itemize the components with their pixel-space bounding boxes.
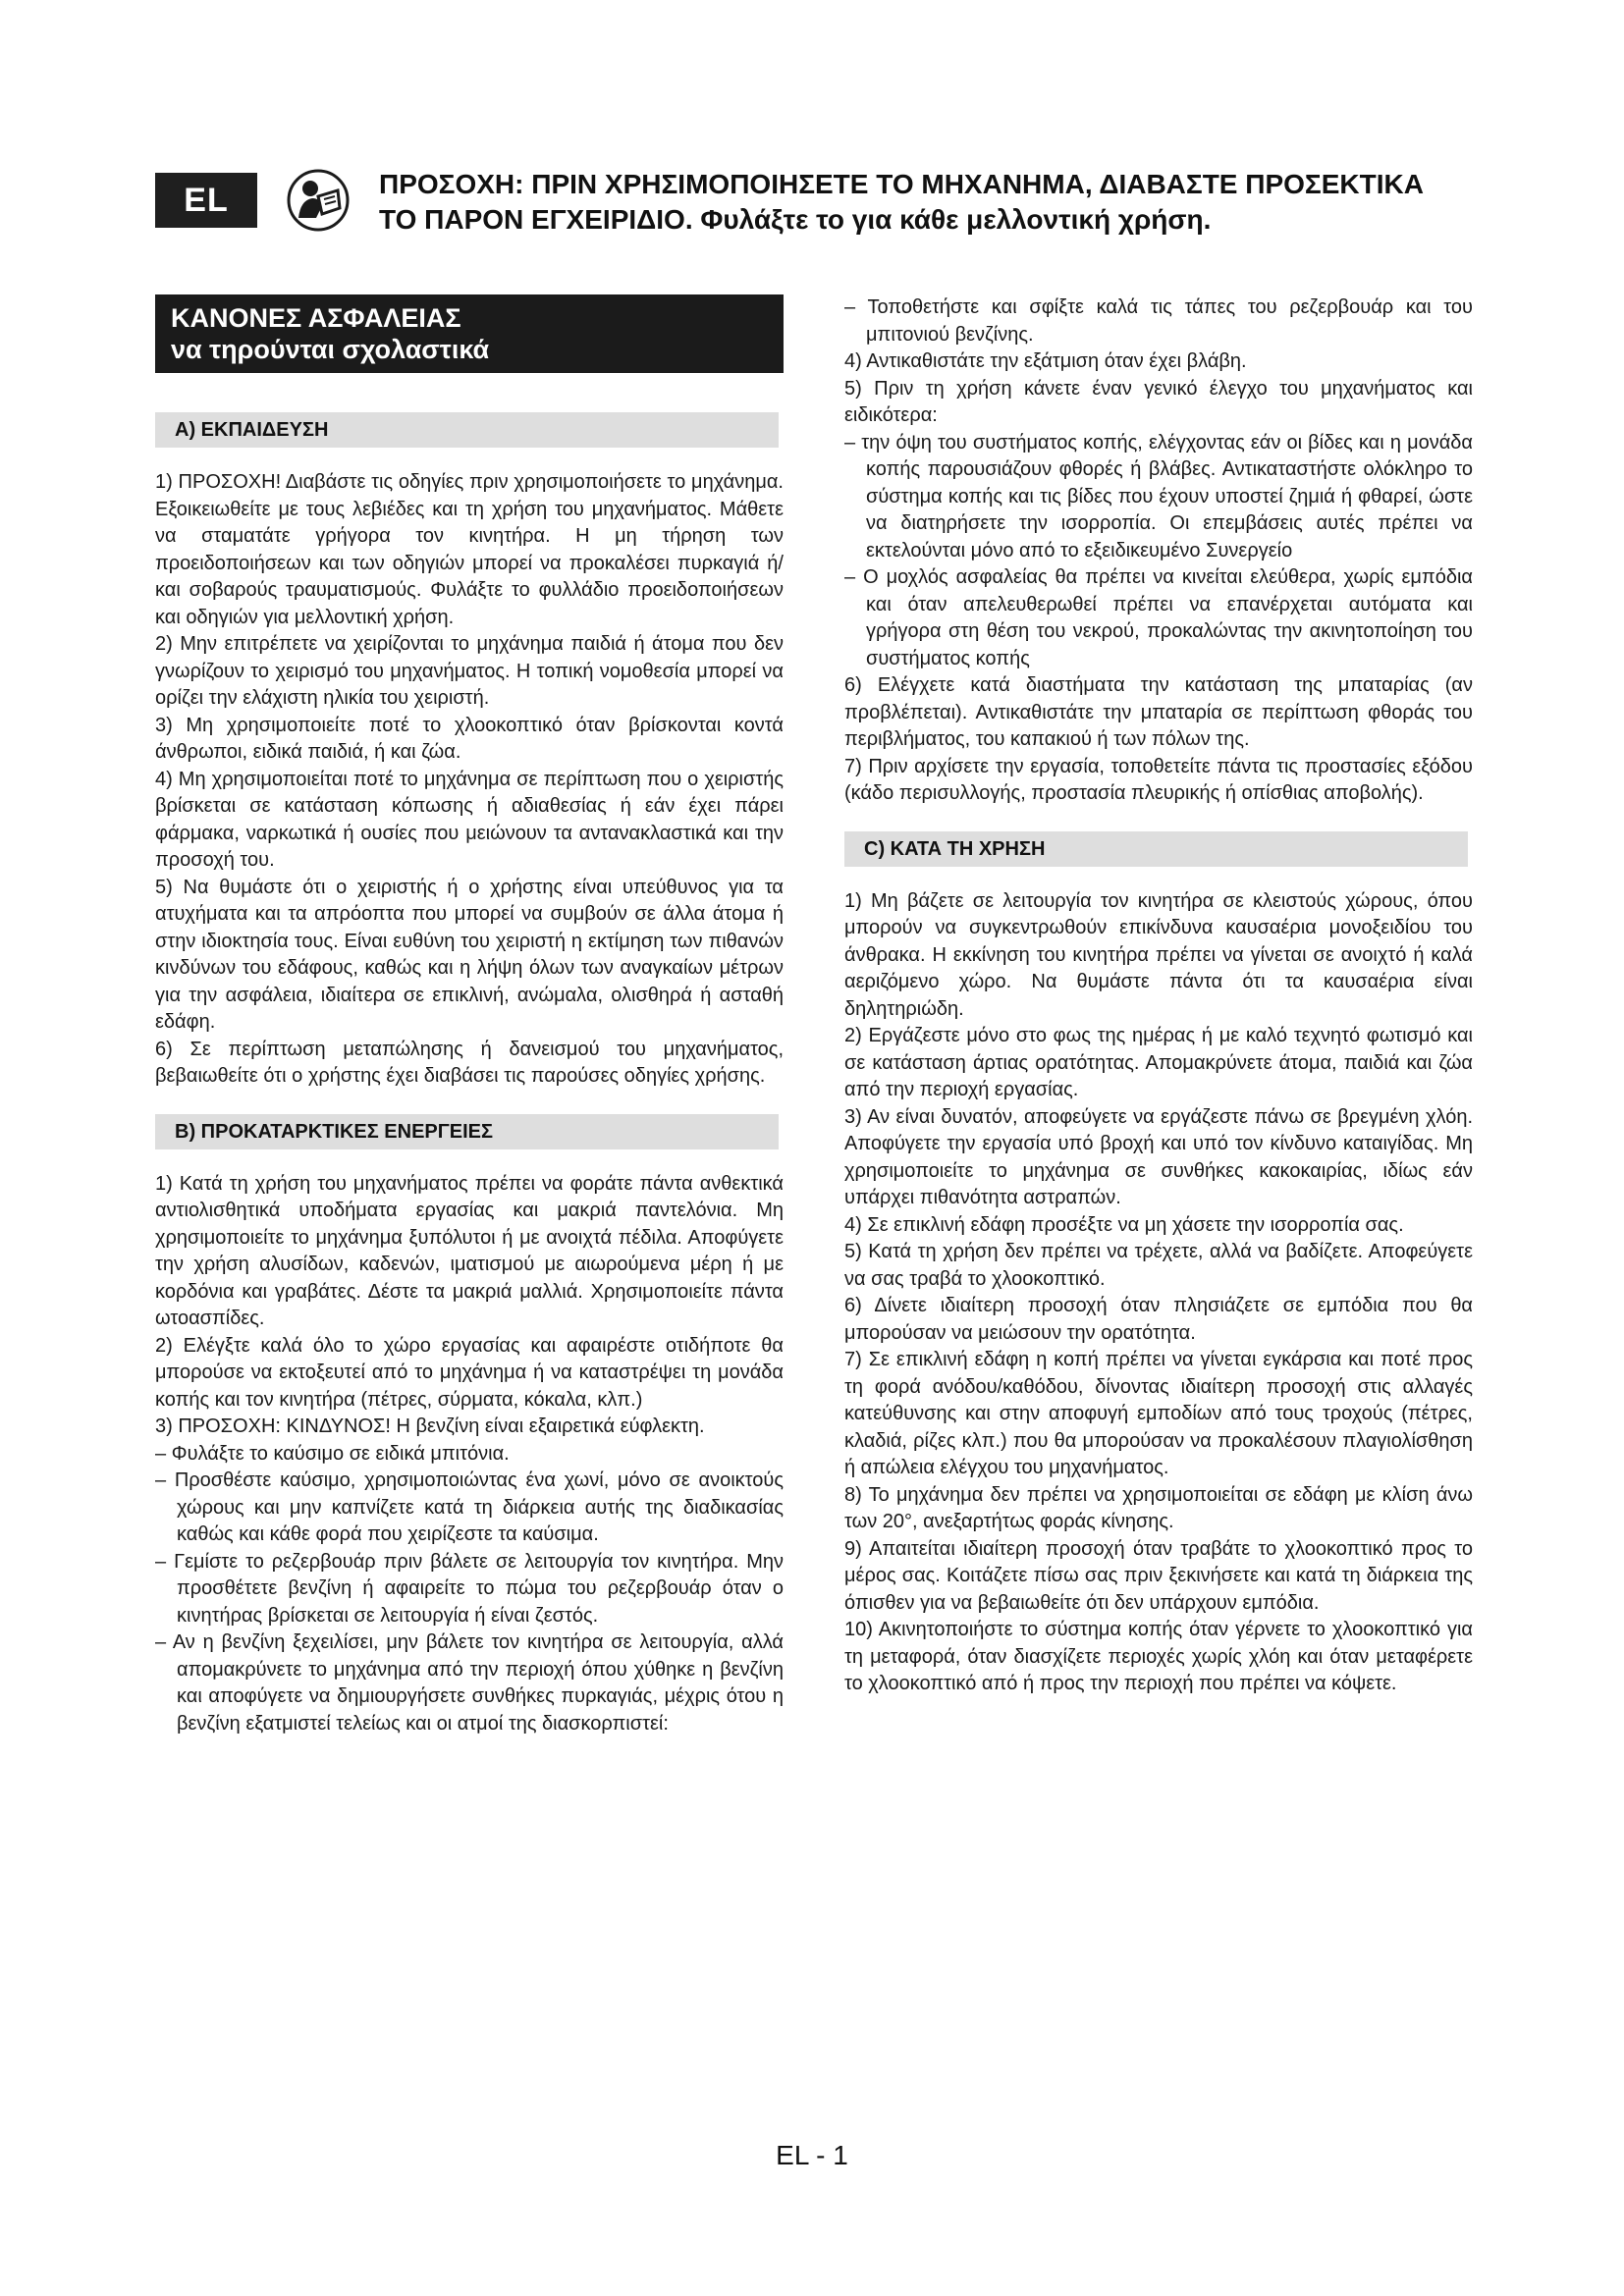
manual-reader-icon [287,169,350,232]
warning-header-line2: ΤΟ ΠΑΡΟΝ ΕΓΧΕΙΡΙΔΙΟ. Φυλάξτε το για κάθε μελλοντική χρήση. [379,204,1212,235]
left-column [155,294,784,1737]
section-c-item-5: 5) Κατά τη χρήση δεν πρέπει να τρέχετε, αλλά να βαδίζετε. Αποφεύγετε να σας τραβά το χλοοκοπτικό. [844,1241,1473,1290]
section-c-item-10: 10) Ακινητοποιήστε το σύστημα κοπής όταν γέρνετε το χλοοκοπτικό για τη μεταφορά, όταν διασχίζετε περιοχές χωρίς χλόη και όταν μεταφέρετε το χλοοκοπτικό από ή προς την περιοχή που πρέπει να κόψετε. [844,1619,1473,1694]
section-c-item-4: 4) Σε επικλινή εδάφη προσέξτε να μη χάσετε την ισορροπία σας. [844,1213,1404,1236]
banner-subtitle: να τηρούνται σχολαστικά [171,335,490,364]
right-column [844,294,1473,1698]
right-bullet-view: – την όψη του συστήματος κοπής, ελέγχοντας εάν οι βίδες και η μονάδα κοπής παρουσιάζουν φθορές ή βλάβες. Αντικαταστήστε ολόκληρο το σύστημα κοπής και τις βίδες που έχουν υποστεί ζημιά ή φθαρεί, ώστε να διατηρήσετε την ισορροπία. Οι επεμβάσεις αυτές πρέπει να εκτελούνται μόνο από το εξειδικευμένο Συνεργείο [844,431,1473,561]
section-c-item-9: 9) Απαιτείται ιδιαίτερη προσοχή όταν τραβάτε το χλοοκοπτικό προς το μέρος σας. Κοιτάζετε πίσω σας πριν ξεκινήσετε και κατά τη διάρκεια της όπισθεν για να βεβαιωθείτε ότι δεν υπάρχουν εμπόδια. [844,1537,1473,1614]
section-b-bullet-1: – Φυλάξτε το καύσιμο σε ειδικά μπιτόνια. [155,1442,510,1465]
section-a-item-5: 5) Να θυμάστε ότι ο χειριστής ή ο χρήστης είναι υπεύθυνος για τα ατυχήματα και τα απρόοπτα που μπορεί να συμβούν σε άλλα άτομα ή στην ιδιοκτησία τους. Είναι ευθύνη του χειριστή η εκτίμηση των πιθανών κινδύνων του εδάφους, καθώς και η λήψη όλων των αναγκαίων μέτρων για την ασφάλεια, ιδιαίτερα σε επικλινή, ανώμαλα, ολισθηρά ή ασταθή εδάφη. [155,876,784,1033]
section-b-title: B) ΠΡΟΚΑΤΑΡΚΤΙΚΕΣ ΕΝΕΡΓΕΙΕΣ [155,1114,779,1149]
section-a-item-3: 3) Μη χρησιμοποιείτε ποτέ το χλοοκοπτικό όταν βρίσκονται κοντά άνθρωποι, ειδικά παιδιά, ή και ζώα. [155,714,784,763]
section-b-item-2: 2) Ελέγξτε καλά όλο το χώρο εργασίας και αφαιρέστε οτιδήποτε θα μπορούσε να εκτοξευτεί από το μηχάνημα ή να καταστρέψει τη μονάδα κοπής και τον κινητήρα (πέτρες, σύρματα, κόκαλα, κλπ.) [155,1334,784,1411]
section-b-bullet-2: – Προσθέστε καύσιμο, χρησιμοποιώντας ένα χωνί, μόνο σε ανοικτούς χώρους και μην καπνίζετε κατά τη διάρκεια αυτής της διαδικασίας καθώς και κάθε φορά που χειρίζεστε τα καύσιμα. [155,1469,784,1545]
section-a-item-6: 6) Σε περίπτωση μεταπώλησης ή δανεισμού του μηχανήματος, βεβαιωθείτε ότι ο χρήστης έχει διαβάσει τις παρούσες οδηγίες χρήσης. [155,1038,784,1087]
section-c-item-6: 6) Δίνετε ιδιαίτερη προσοχή όταν πλησιάζετε σε εμπόδια που θα μπορούσαν να μειώσουν την ορατότητα. [844,1295,1473,1344]
section-c-item-2: 2) Εργάζεστε μόνο στο φως της ημέρας ή με καλό τεχνητό φωτισμό και σε κατάσταση άρτιας ορατότητας. Απομακρύνετε άτομα, παιδιά και ζώα από την περιοχή εργασίας. [844,1025,1473,1100]
right-item-5: 5) Πριν τη χρήση κάνετε έναν γενικό έλεγχο του μηχανήματος και ειδικότερα: [844,377,1473,426]
section-c-item-1: 1) Μη βάζετε σε λειτουργία τον κινητήρα σε κλειστούς χώρους, όπου μπορούν να συγκεντρωθούν επικίνδυνα καυσαέρια μονοξειδίου του άνθρακα. Η εκκίνηση του κινητήρα πρέπει να γίνεται σε ανοιχτό ή καλά αεριζόμενο χώρο. Να θυμάστε πάντα ότι τα καυσαέρια είναι δηλητηριώδη. [844,889,1473,1020]
right-item-7: 7) Πριν αρχίσετε την εργασία, τοποθετείτε πάντα τις προστασίες εξόδου (κάδο περισυλλογής, προστασία πλευρικής ή οπίσθιας αποβολής). [844,755,1473,804]
page-number: EL - 1 [776,2140,848,2170]
section-c-item-8: 8) Το μηχάνημα δεν πρέπει να χρησιμοποιείται σε εδάφη με κλίση άνω των 20°, ανεξαρτήτως φοράς κίνησης. [844,1483,1473,1532]
section-a-item-2: 2) Μην επιτρέπετε να χειρίζονται το μηχάνημα παιδιά ή άτομα που δεν γνωρίζουν το χειρισμό του μηχανήματος. Η τοπική νομοθεσία μπορεί να ορίζει την ελάχιστη ηλικία του χειριστή. [155,633,784,709]
section-a-item-4: 4) Μη χρησιμοποιείται ποτέ το μηχάνημα σε περίπτωση που ο χειριστής βρίσκεται σε κατάσταση κόπωσης ή αδιαθεσίας ή εάν έχει πάρει φάρμακα, ναρκωτικά ή ουσίες που μειώνουν τα αντανακλαστικά και την προσοχή του. [155,768,784,871]
right-item-6: 6) Ελέγχετε κατά διαστήματα την κατάσταση της μπαταρίας (αν προβλέπεται). Αντικαθιστάτε την μπαταρία σε περίπτωση φθοράς του περιβλήματος, του καπακιού ή των πόλων της. [844,674,1473,750]
right-bullet-lever: – Ο μοχλός ασφαλείας θα πρέπει να κινείται ελεύθερα, χωρίς εμπόδια και όταν απελευθερωθεί πρέπει να επανέρχεται αυτόματα και γρήγορα στη θέση του νεκρού, προκαλώντας την ακινητοποίηση του συστήματος κοπής [844,566,1473,669]
section-b-bullet-4: – Αν η βενζίνη ξεχειλίσει, μην βάλετε τον κινητήρα σε λειτουργία, αλλά απομακρύνετε το μηχάνημα από την περιοχή όπου χύθηκε η βενζίνη και αποφύγετε να δημιουργήσετε συνθήκες πυρκαγιάς, μέχρις ότου η βενζίνη εξατμιστεί τελείως και οι ατμοί της διασκορπιστεί: [155,1631,784,1735]
section-b-item-1: 1) Κατά τη χρήση του μηχανήματος πρέπει να φοράτε πάντα ανθεκτικά αντιολισθητικά υποδήματα εργασίας και μακριά παντελόνια. Μη χρησιμοποιείτε το μηχάνημα ξυπόλυτοι ή με ανοιχτά πέδιλα. Αποφύγετε την χρήση αλυσίδων, καδενών, ιματισμού με αιωρούμενα μέρη ή με κορδόνια και γραβάτες. Δέστε τα μακριά μαλλιά. Χρησιμοποιείτε πάντα ωτοασπίδες. [155,1172,784,1329]
right-bullet-caps: – Τοποθετήστε και σφίξτε καλά τις τάπες του ρεζερβουάρ και του μπιτονιού βενζίνης. [844,296,1473,346]
warning-header [379,167,1518,238]
language-badge: EL [155,173,257,228]
section-b-bullet-3: – Γεμίστε το ρεζερβουάρ πριν βάλετε σε λειτουργία τον κινητήρα. Μην προσθέτετε βενζίνη ή αφαιρείτε το πώμα του ρεζερβουάρ όταν ο κινητήρας βρίσκεται σε λειτουργία ή είναι ζεστός. [155,1550,784,1627]
section-c-item-3: 3) Αν είναι δυνατόν, αποφεύγετε να εργάζεστε πάνω σε βρεγμένη χλόη. Αποφύγετε την εργασία υπό βροχή και υπό τον κίνδυνο καταιγίδας. Μη χρησιμοποιείτε το μηχάνημα σε συνθήκες κακοκαιρίας, ιδίως εάν υπάρχει πιθανότητα αστραπών. [844,1105,1473,1208]
section-a-item-1: 1) ΠΡΟΣΟΧΗ! Διαβάστε τις οδηγίες πριν χρησιμοποιήσετε το μηχάνημα. Εξοικειωθείτε με τους λεβιέδες και τη χρήση του μηχανήματος. Μάθετε να σταματάτε γρήγορα τον κινητήρα. Η μη τήρηση των προειδοποιήσεων και των οδηγιών μπορεί να προκαλέσει πυρκαγιά ή/και σοβαρούς τραυματισμούς. Φυλάξτε το φυλλάδιο προειδοποιήσεων και οδηγιών για μελλοντική χρήση. [155,471,784,628]
section-c-item-7: 7) Σε επικλινή εδάφη η κοπή πρέπει να γίνεται εγκάρσια και ποτέ προς τη φορά ανόδου/καθόδου, δίνοντας ιδιαίτερη προσοχή στις αλλαγές κατεύθυνσης και στην αποφυγή εμποδίων από τους τροχούς (πέτρες, κλαδιά, ρίζες κλπ.) που θα μπορούσαν να προκαλέσουν πλαγιολίσθηση ή απώλεια ελέγχου του μηχανήματος. [844,1349,1473,1478]
section-a-title: A) ΕΚΠΑΙΔΕΥΣΗ [155,412,779,448]
right-item-4: 4) Αντικαθιστάτε την εξάτμιση όταν έχει βλάβη. [844,350,1247,372]
banner-title: ΚΑΝΟΝΕΣ ΑΣΦΑΛΕΙΑΣ [171,303,461,333]
warning-header-line1: ΠΡΟΣΟΧΗ: ΠΡΙΝ ΧΡΗΣΙΜΟΠΟΙΗΣΕΤΕ ΤΟ ΜΗΧΑΝΗΜΑ, ΔΙΑΒΑΣΤΕ ΠΡΟΣΕΚΤΙΚΑ [379,169,1424,199]
safety-rules-banner [155,294,784,373]
section-b-item-3: 3) ΠΡΟΣΟΧΗ: ΚΙΝΔΥΝΟΣ! Η βενζίνη είναι εξαιρετικά εύφλεκτη. [155,1415,705,1437]
section-c-title: C) ΚΑΤΑ ΤΗ ΧΡΗΣΗ [844,831,1468,867]
